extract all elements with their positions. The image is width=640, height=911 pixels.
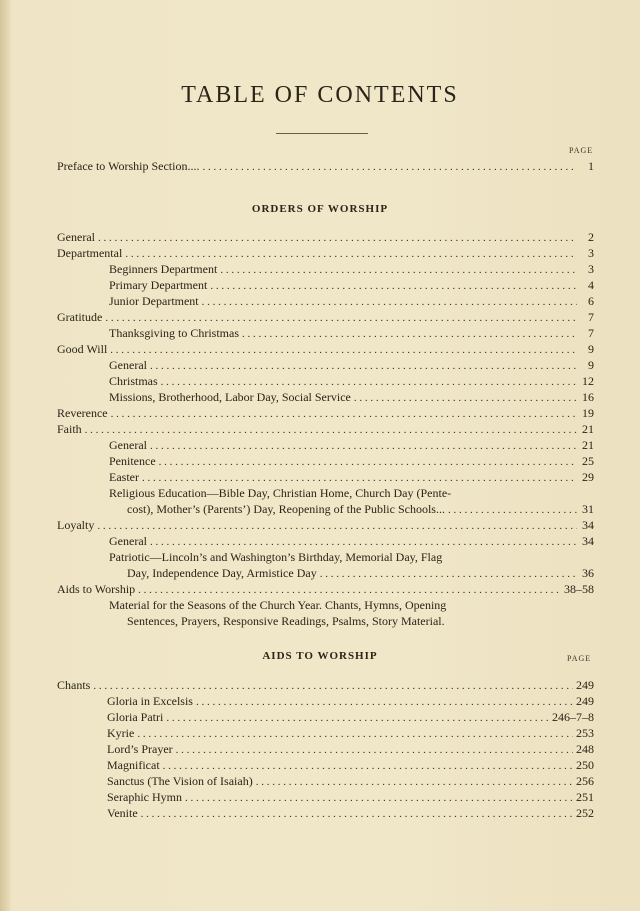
entry-page: 12 bbox=[582, 374, 594, 388]
entry-label: Good Will bbox=[57, 342, 108, 356]
leader-dots bbox=[161, 374, 577, 390]
entry-label: Penitence bbox=[109, 454, 156, 468]
entry-label: Beginners Department bbox=[109, 262, 218, 276]
toc-entry-magnificat[interactable] bbox=[107, 757, 594, 773]
toc-entry-christmas[interactable] bbox=[109, 373, 594, 389]
toc-entry-patriotic-line2[interactable] bbox=[127, 565, 594, 581]
toc-entry-chants[interactable] bbox=[57, 677, 594, 693]
entry-page: 16 bbox=[582, 390, 594, 404]
entry-label: Christmas bbox=[109, 374, 158, 388]
entry-page: 31 bbox=[582, 502, 594, 516]
leader-dots bbox=[202, 294, 577, 310]
leader-dots bbox=[196, 694, 573, 710]
leader-dots bbox=[98, 230, 577, 246]
entry-label: General bbox=[109, 438, 147, 452]
entry-label: General bbox=[109, 358, 147, 372]
leader-dots bbox=[166, 710, 549, 726]
entry-page: 3 bbox=[588, 246, 594, 260]
entry-label: Thanksgiving to Christmas bbox=[109, 326, 239, 340]
entry-label: General bbox=[57, 230, 95, 244]
toc-entry-easter[interactable] bbox=[109, 469, 594, 485]
toc-entry-faith[interactable] bbox=[57, 421, 594, 437]
entry-page: 4 bbox=[588, 278, 594, 292]
entry-page: 25 bbox=[582, 454, 594, 468]
page-column-header: PAGE bbox=[567, 654, 592, 663]
leader-dots bbox=[176, 742, 573, 758]
toc-entry-good-will-general[interactable] bbox=[109, 357, 594, 373]
toc-entry-sanctus[interactable] bbox=[107, 773, 594, 789]
entry-label: Gloria in Excelsis bbox=[107, 694, 193, 708]
entry-page: 248 bbox=[576, 742, 594, 756]
toc-entry-patriotic-line1[interactable]: Patriotic—Lincoln’s and Washington’s Birthday, Memorial Day, Flag bbox=[109, 550, 443, 564]
entry-page: 34 bbox=[582, 534, 594, 548]
leader-dots bbox=[220, 262, 577, 278]
entry-page: 21 bbox=[582, 422, 594, 436]
entry-label: Easter bbox=[109, 470, 139, 484]
section-heading-orders: ORDERS OF WORSHIP bbox=[251, 203, 389, 215]
toc-entry-good-will[interactable] bbox=[57, 341, 594, 357]
toc-entry-loyalty-general[interactable] bbox=[109, 533, 594, 549]
entry-page: 251 bbox=[576, 790, 594, 804]
leader-dots bbox=[150, 534, 577, 550]
leader-dots bbox=[93, 678, 573, 694]
leader-dots bbox=[150, 358, 577, 374]
entry-label: Day, Independence Day, Armistice Day bbox=[127, 566, 317, 580]
toc-entry-preface[interactable] bbox=[57, 158, 594, 174]
leader-dots bbox=[97, 518, 577, 534]
entry-label: Venite bbox=[107, 806, 138, 820]
toc-entry-loyalty[interactable] bbox=[57, 517, 594, 533]
entry-label: Gloria Patri bbox=[107, 710, 164, 724]
leader-dots bbox=[159, 454, 577, 470]
toc-entry-penitence[interactable] bbox=[109, 453, 594, 469]
leader-dots bbox=[141, 806, 573, 822]
leader-dots bbox=[105, 310, 577, 326]
toc-entry-thanksgiving[interactable] bbox=[109, 325, 594, 341]
entry-label: Loyalty bbox=[57, 518, 95, 532]
entry-page: 7 bbox=[588, 310, 594, 324]
toc-entry-reverence[interactable] bbox=[57, 405, 594, 421]
page-column-header: PAGE bbox=[569, 146, 594, 155]
entry-page: 29 bbox=[582, 470, 594, 484]
entry-label: Lord’s Prayer bbox=[107, 742, 173, 756]
aids-description-line1: Material for the Seasons of the Church Year. Chants, Hymns, Opening bbox=[109, 598, 447, 612]
entry-label: Missions, Brotherhood, Labor Day, Social Service bbox=[109, 390, 351, 404]
entry-label: Gratitude bbox=[57, 310, 103, 324]
leader-dots bbox=[354, 390, 577, 406]
toc-entry-departmental[interactable] bbox=[57, 245, 594, 261]
leader-dots bbox=[163, 758, 573, 774]
section-heading-aids: AIDS TO WORSHIP bbox=[262, 650, 378, 662]
toc-entry-gloria-patri[interactable] bbox=[107, 709, 594, 725]
entry-page: 9 bbox=[588, 358, 594, 372]
entry-page: 249 bbox=[576, 694, 594, 708]
entry-label: Faith bbox=[57, 422, 82, 436]
entry-page: 38–58 bbox=[564, 582, 594, 596]
leader-dots bbox=[137, 726, 573, 742]
entry-label: Primary Department bbox=[109, 278, 208, 292]
entry-label: Departmental bbox=[57, 246, 123, 260]
toc-entry-seraphic-hymn[interactable] bbox=[107, 789, 594, 805]
leader-dots bbox=[320, 566, 577, 582]
entry-label: Aids to Worship bbox=[57, 582, 136, 596]
leader-dots bbox=[150, 438, 577, 454]
toc-entry-general[interactable] bbox=[57, 229, 594, 245]
page-title: TABLE OF CONTENTS bbox=[181, 82, 459, 108]
entry-label: Preface to Worship Section.... bbox=[57, 159, 200, 173]
toc-entry-faith-general[interactable] bbox=[109, 437, 594, 453]
entry-page: 246–7–8 bbox=[552, 710, 594, 724]
entry-page: 252 bbox=[576, 806, 594, 820]
page-binding-edge bbox=[0, 0, 10, 911]
entry-label: Magnificat bbox=[107, 758, 160, 772]
entry-page: 2 bbox=[588, 230, 594, 244]
entry-page: 19 bbox=[582, 406, 594, 420]
entry-page: 36 bbox=[582, 566, 594, 580]
leader-dots bbox=[125, 246, 577, 262]
leader-dots bbox=[185, 790, 573, 806]
entry-label: Sanctus (The Vision of Isaiah) bbox=[107, 774, 253, 788]
entry-page: 249 bbox=[576, 678, 594, 692]
entry-label: Reverence bbox=[57, 406, 108, 420]
entry-page: 1 bbox=[588, 159, 594, 173]
leader-dots bbox=[256, 774, 573, 790]
entry-label: Chants bbox=[57, 678, 91, 692]
aids-description-line2: Sentences, Prayers, Responsive Readings, Psalms, Story Material. bbox=[127, 614, 445, 628]
leader-dots bbox=[85, 422, 577, 438]
entry-label: General bbox=[109, 534, 147, 548]
leader-dots bbox=[138, 582, 561, 598]
entry-page: 21 bbox=[582, 438, 594, 452]
leader-dots bbox=[142, 470, 577, 486]
entry-label: Seraphic Hymn bbox=[107, 790, 182, 804]
entry-page: 253 bbox=[576, 726, 594, 740]
leader-dots bbox=[111, 406, 577, 422]
toc-entry-religious-line2[interactable] bbox=[127, 501, 594, 517]
toc-entry-lords-prayer[interactable] bbox=[107, 741, 594, 757]
entry-label: Junior Department bbox=[109, 294, 199, 308]
leader-dots bbox=[202, 159, 577, 175]
toc-entry-missions[interactable] bbox=[109, 389, 594, 405]
entry-page: 3 bbox=[588, 262, 594, 276]
toc-entry-aids-to-worship[interactable] bbox=[57, 581, 594, 597]
leader-dots bbox=[448, 502, 577, 518]
leader-dots bbox=[110, 342, 577, 358]
entry-page: 7 bbox=[588, 326, 594, 340]
toc-entry-gloria-in-excelsis[interactable] bbox=[107, 693, 594, 709]
entry-label: Kyrie bbox=[107, 726, 135, 740]
toc-entry-beginners[interactable] bbox=[109, 261, 594, 277]
entry-page: 256 bbox=[576, 774, 594, 788]
entry-page: 9 bbox=[588, 342, 594, 356]
entry-label: cost), Mother’s (Parents’) Day, Reopening of the Public Schools... bbox=[127, 502, 445, 516]
leader-dots bbox=[210, 278, 577, 294]
toc-entry-primary[interactable] bbox=[109, 277, 594, 293]
toc-entry-kyrie[interactable] bbox=[107, 725, 594, 741]
entry-page: 6 bbox=[588, 294, 594, 308]
title-rule bbox=[276, 133, 368, 134]
entry-page: 250 bbox=[576, 758, 594, 772]
toc-entry-junior[interactable] bbox=[109, 293, 594, 309]
leader-dots bbox=[242, 326, 577, 342]
toc-entry-venite[interactable] bbox=[107, 805, 594, 821]
toc-entry-religious-line1[interactable]: Religious Education—Bible Day, Christian Home, Church Day (Pente- bbox=[109, 486, 452, 500]
toc-entry-gratitude[interactable] bbox=[57, 309, 594, 325]
entry-page: 34 bbox=[582, 518, 594, 532]
